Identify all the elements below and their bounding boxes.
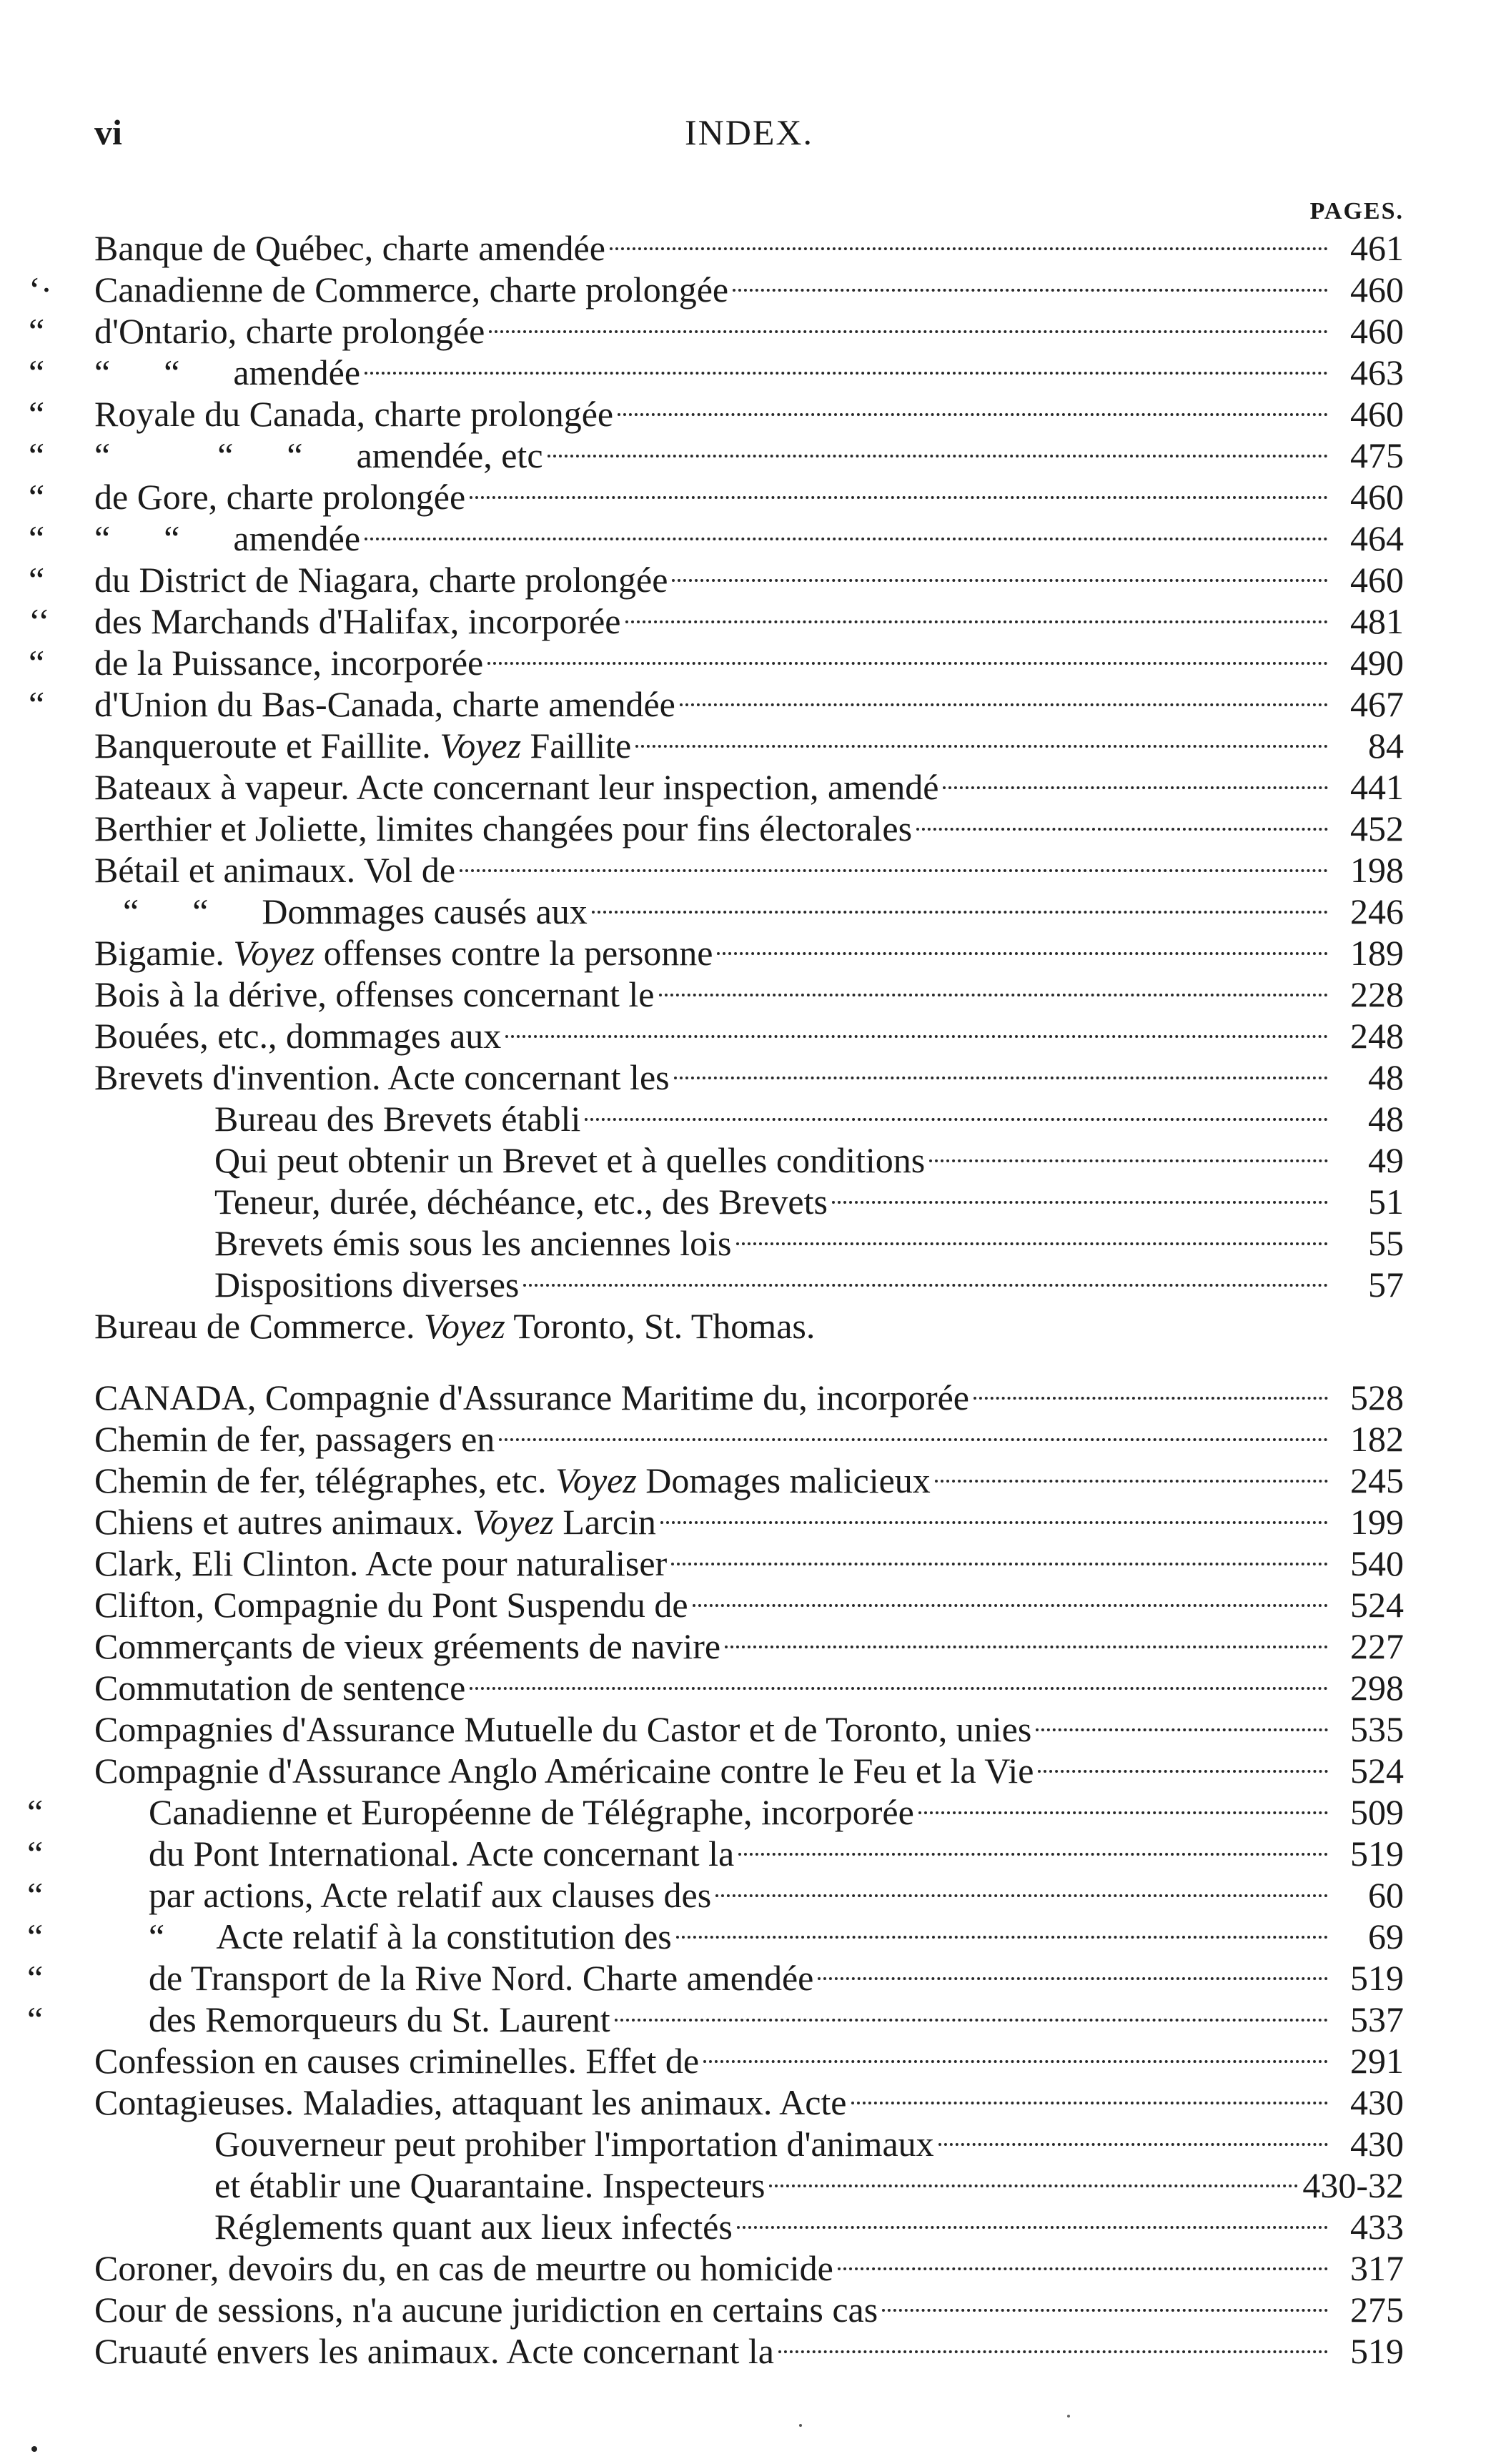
index-entry xyxy=(29,600,1404,642)
index-entry xyxy=(29,310,1404,352)
index-entry xyxy=(94,1584,1404,1626)
page-reference: 460 xyxy=(1350,269,1404,310)
dot-leader xyxy=(672,579,1328,582)
entry-text xyxy=(94,1305,815,1347)
page-number: vi xyxy=(94,112,122,152)
page-reference: 467 xyxy=(1350,684,1404,724)
index-entry xyxy=(94,1708,1404,1750)
dot-leader xyxy=(737,2226,1328,2229)
page-reference: 475 xyxy=(1350,435,1404,475)
dot-leader xyxy=(523,1284,1328,1287)
entry-heading: d'Ontario, charte prolongée xyxy=(94,311,485,351)
dot-leader xyxy=(585,1118,1328,1121)
entry-heading: Compagnie d'Assurance Anglo Américaine contre le Feu et la Vie xyxy=(94,1751,1034,1791)
entry-heading: du District de Niagara, charte prolongée xyxy=(94,560,668,600)
entry-heading: Bois à la dérive, offenses concernant le xyxy=(94,974,655,1014)
page-reference: 481 xyxy=(1350,601,1404,641)
index-entry xyxy=(94,2330,1404,2372)
index-entry xyxy=(94,1139,1404,1181)
entry-text xyxy=(29,600,621,642)
entry-text xyxy=(94,1501,656,1543)
entry-text xyxy=(29,683,675,725)
pages-column-label: PAGES. xyxy=(1309,198,1404,224)
index-entry xyxy=(94,2164,1404,2206)
cross-reference-target: Faillite xyxy=(521,726,632,766)
entry-text xyxy=(29,476,466,518)
dot-leader xyxy=(778,2350,1328,2353)
dot-leader xyxy=(693,1604,1328,1607)
entry-text xyxy=(94,1098,580,1139)
index-entry xyxy=(94,1305,1404,1347)
dot-leader xyxy=(832,1201,1328,1204)
page-reference: 298 xyxy=(1350,1668,1404,1708)
entry-text xyxy=(29,352,361,393)
cross-reference-voyez: Voyez xyxy=(440,726,522,766)
entry-text xyxy=(94,1377,969,1418)
ditto-mark: “ xyxy=(29,435,45,475)
entry-heading: des Marchands d'Halifax, incorporée xyxy=(94,601,621,641)
ditto-mark: “ xyxy=(29,518,45,558)
dot-leader xyxy=(838,2267,1328,2270)
entry-text xyxy=(94,1418,495,1460)
dot-leader xyxy=(882,2309,1328,2312)
ditto-mark: “ xyxy=(29,643,45,683)
page-reference: 49 xyxy=(1368,1140,1404,1180)
index-entry xyxy=(94,1501,1404,1543)
cross-reference-voyez: Voyez xyxy=(233,933,315,973)
page-reference: 317 xyxy=(1350,2248,1404,2288)
cross-reference-voyez: Voyez xyxy=(423,1306,505,1346)
entry-text xyxy=(27,1999,610,2040)
index-entry xyxy=(29,435,1404,476)
entry-heading: Confession en causes criminelles. Effet de xyxy=(94,2041,700,2081)
page-reference: 51 xyxy=(1368,1182,1404,1222)
entry-text xyxy=(94,1584,688,1626)
dot-leader xyxy=(736,1242,1329,1245)
index-entry xyxy=(94,1057,1404,1098)
entry-heading: Canadienne et Européenne de Télégraphe, incorporée xyxy=(149,1792,914,1832)
dot-leader xyxy=(660,1521,1328,1524)
dot-leader xyxy=(618,413,1328,416)
dot-leader xyxy=(499,1438,1328,1441)
page-reference: 433 xyxy=(1350,2207,1404,2247)
dot-leader xyxy=(659,994,1329,996)
ditto-mark: “ xyxy=(27,1916,44,1956)
page-reference: 460 xyxy=(1350,560,1404,600)
index-entry xyxy=(94,1543,1404,1584)
dot-leader xyxy=(974,1397,1328,1400)
page-reference: 246 xyxy=(1350,891,1404,931)
entry-text xyxy=(94,725,631,766)
entry-heading: Bigamie. xyxy=(94,933,234,973)
page-reference: 228 xyxy=(1350,974,1404,1014)
dot-leader xyxy=(592,911,1328,914)
index-entry xyxy=(94,1377,1404,1418)
entry-heading: Brevets d'invention. Acte concernant les xyxy=(94,1057,670,1097)
entry-heading: Commerçants de vieux gréements de navire xyxy=(94,1626,721,1666)
ditto-mark: ‘· xyxy=(29,269,53,310)
entry-text xyxy=(94,1626,720,1667)
ditto-mark: ‘‘ xyxy=(29,601,50,641)
page-reference: 540 xyxy=(1350,1543,1404,1583)
entry-heading: Contagieuses. Maladies, attaquant les animaux. Acte xyxy=(94,2082,847,2122)
entry-heading: et établir une Quarantaine. Inspecteurs xyxy=(214,2165,766,2205)
entry-text xyxy=(29,269,729,310)
entry-text xyxy=(27,1874,712,1916)
dot-leader xyxy=(725,1646,1328,1648)
page-reference: 189 xyxy=(1350,933,1404,973)
entry-heading: Bateaux à vapeur. Acte concernant leur inspection, amendé xyxy=(94,767,939,807)
entry-text xyxy=(94,1264,519,1305)
entry-text xyxy=(27,1916,672,1957)
dot-leader xyxy=(851,2102,1329,2104)
entry-text xyxy=(29,642,484,683)
index-entry xyxy=(94,849,1404,891)
dot-leader xyxy=(365,538,1328,540)
entry-heading: Bouées, etc., dommages aux xyxy=(94,1016,502,1056)
dot-leader xyxy=(738,1853,1328,1856)
entry-heading: Cruauté envers les animaux. Acte concernant la xyxy=(94,2331,775,2371)
index-entry xyxy=(94,1667,1404,1708)
entry-text xyxy=(94,1460,931,1501)
cross-reference-target: Toronto, St. Thomas. xyxy=(505,1306,816,1346)
ditto-mark: “ xyxy=(29,352,45,392)
entry-heading: “ “ “ amendée, etc xyxy=(94,435,543,475)
dot-leader xyxy=(715,1894,1328,1897)
entry-text xyxy=(94,1139,925,1181)
ditto-mark: “ xyxy=(29,394,45,434)
dot-leader xyxy=(938,2143,1328,2146)
index-entry xyxy=(94,766,1404,808)
index-entry xyxy=(94,1264,1404,1305)
entry-text xyxy=(94,808,912,849)
entry-heading: “ Acte relatif à la constitution des xyxy=(149,1916,672,1956)
index-entry xyxy=(94,1098,1404,1139)
entry-text xyxy=(94,1222,732,1264)
entry-heading: de Transport de la Rive Nord. Charte amendée xyxy=(149,1958,814,1998)
page-reference: 430 xyxy=(1350,2124,1404,2164)
page-reference: 430-32 xyxy=(1302,2165,1404,2205)
index-entry xyxy=(94,808,1404,849)
entry-heading: Chemin de fer, passagers en xyxy=(94,1419,495,1459)
dot-leader xyxy=(733,289,1328,292)
cross-reference-voyez: Voyez xyxy=(555,1460,637,1500)
page-reference: 182 xyxy=(1350,1419,1404,1459)
entry-heading: d'Union du Bas-Canada, charte amendée xyxy=(94,684,675,724)
index-entry xyxy=(27,1833,1404,1874)
index-entry xyxy=(94,974,1404,1015)
ditto-mark: “ xyxy=(27,1834,44,1874)
entry-text xyxy=(94,1750,1034,1791)
page-reference: 245 xyxy=(1350,1460,1404,1500)
entry-heading: des Remorqueurs du St. Laurent xyxy=(149,1999,610,2039)
ditto-mark: “ xyxy=(27,1958,44,1998)
entry-heading: Bétail et animaux. Vol de xyxy=(94,850,456,890)
entry-heading: Clark, Eli Clinton. Acte pour naturaliser xyxy=(94,1543,668,1583)
entry-heading: Dispositions diverses xyxy=(214,1265,520,1305)
dot-leader xyxy=(935,1480,1328,1483)
index-entries xyxy=(27,227,1404,2372)
entry-heading: CANADA, Compagnie d'Assurance Maritime du, incorporée xyxy=(94,1377,969,1417)
dot-leader xyxy=(769,2185,1298,2187)
page-reference: 48 xyxy=(1368,1057,1404,1097)
cross-reference-voyez: Voyez xyxy=(472,1502,554,1542)
dot-leader xyxy=(916,828,1328,831)
page-reference: 248 xyxy=(1350,1016,1404,1056)
index-entry xyxy=(94,1222,1404,1264)
page-reference: 430 xyxy=(1350,2082,1404,2122)
entry-text xyxy=(94,974,655,1015)
entry-heading: “ “ amendée xyxy=(94,352,361,392)
index-entry xyxy=(94,1181,1404,1222)
entry-text xyxy=(94,1057,670,1098)
index-entry xyxy=(27,1916,1404,1957)
entry-text xyxy=(94,1667,465,1708)
dot-leader xyxy=(548,455,1328,457)
dot-leader xyxy=(487,662,1328,665)
entry-heading: “ “ amendée xyxy=(94,518,361,558)
page-reference: 460 xyxy=(1350,394,1404,434)
entry-heading: Chemin de fer, télégraphes, etc. xyxy=(94,1460,555,1500)
index-entry xyxy=(27,1791,1404,1833)
entry-text xyxy=(94,2206,733,2247)
entry-text xyxy=(94,2330,774,2372)
entry-text xyxy=(94,1015,501,1057)
page-reference: 69 xyxy=(1368,1916,1404,1956)
index-entry xyxy=(94,1460,1404,1501)
entry-text xyxy=(94,2247,833,2289)
index-entry xyxy=(27,1957,1404,1999)
page-reference: 464 xyxy=(1350,518,1404,558)
page-reference: 199 xyxy=(1350,1502,1404,1542)
dot-leader xyxy=(717,952,1328,955)
index-entry xyxy=(29,352,1404,393)
index-entry xyxy=(94,1015,1404,1057)
index-entry xyxy=(29,642,1404,683)
page-reference: 291 xyxy=(1350,2041,1404,2081)
index-entry xyxy=(29,269,1404,310)
entry-heading: Qui peut obtenir un Brevet et à quelles conditions xyxy=(214,1140,926,1180)
dot-leader xyxy=(943,786,1328,789)
entry-text xyxy=(94,1181,828,1222)
entry-text xyxy=(94,932,713,974)
dot-leader xyxy=(489,330,1328,333)
page-reference: 84 xyxy=(1368,726,1404,766)
page-title: INDEX. xyxy=(684,112,814,152)
index-entry xyxy=(94,725,1404,766)
dot-leader xyxy=(470,496,1328,499)
dot-leader xyxy=(635,745,1328,748)
entry-heading: Chiens et autres animaux. xyxy=(94,1502,473,1542)
entry-text xyxy=(94,2040,699,2082)
ditto-mark: “ xyxy=(29,477,45,517)
index-entry xyxy=(94,932,1404,974)
ditto-mark: “ xyxy=(29,311,45,351)
page-reference: 519 xyxy=(1350,1834,1404,1874)
entry-heading: Brevets émis sous les anciennes lois xyxy=(214,1223,732,1263)
entry-text xyxy=(94,766,938,808)
entry-heading: Cour de sessions, n'a aucune juridiction en certains cas xyxy=(94,2290,878,2330)
dot-leader xyxy=(610,247,1328,250)
page-reference: 452 xyxy=(1350,808,1404,848)
dot-leader xyxy=(365,372,1328,375)
ditto-mark: “ xyxy=(27,1875,44,1915)
dot-leader xyxy=(625,620,1329,623)
index-entry xyxy=(29,476,1404,518)
entry-heading: Canadienne de Commerce, charte prolongée xyxy=(94,269,729,310)
index-entry xyxy=(94,1418,1404,1460)
page-reference: 275 xyxy=(1350,2290,1404,2330)
entry-text xyxy=(94,2082,847,2123)
index-entry xyxy=(27,1874,1404,1916)
entry-text xyxy=(27,1957,814,1999)
page-reference: 535 xyxy=(1350,1709,1404,1749)
dot-leader xyxy=(918,1811,1328,1814)
entry-heading: de la Puissance, incorporée xyxy=(94,643,484,683)
page-reference: 537 xyxy=(1350,1999,1404,2039)
index-entry xyxy=(94,1750,1404,1791)
entry-text xyxy=(29,518,361,559)
page-reference: 57 xyxy=(1368,1265,1404,1305)
entry-heading: Teneur, durée, déchéance, etc., des Brevets xyxy=(214,1182,828,1222)
page-reference: 509 xyxy=(1350,1792,1404,1832)
dot-leader xyxy=(615,2019,1328,2022)
dot-leader xyxy=(818,1977,1328,1980)
dot-leader xyxy=(460,869,1328,872)
index-entry xyxy=(29,518,1404,559)
entry-text xyxy=(94,891,588,932)
dot-leader xyxy=(680,703,1328,706)
ditto-mark: “ xyxy=(29,560,45,600)
entry-heading: Coroner, devoirs du, en cas de meurtre ou homicide xyxy=(94,2248,833,2288)
page-reference: 524 xyxy=(1350,1585,1404,1625)
page-reference: 460 xyxy=(1350,311,1404,351)
entry-heading: de Gore, charte prolongée xyxy=(94,477,466,517)
entry-heading: du Pont International. Acte concernant la xyxy=(149,1834,735,1874)
entry-text xyxy=(94,227,605,269)
ditto-mark: “ xyxy=(27,1792,44,1832)
entry-heading: Bureau des Brevets établi xyxy=(214,1099,581,1139)
entry-text xyxy=(27,1791,914,1833)
entry-text xyxy=(29,435,543,476)
dot-leader xyxy=(703,2060,1328,2063)
entry-text xyxy=(94,849,455,891)
index-entry xyxy=(94,2289,1404,2330)
entry-text xyxy=(94,1708,1031,1750)
page-reference: 48 xyxy=(1368,1099,1404,1139)
page-reference: 519 xyxy=(1350,2331,1404,2371)
entry-heading: Berthier et Joliette, limites changées pour fins électorales xyxy=(94,808,913,848)
entry-text xyxy=(94,1543,667,1584)
entry-text xyxy=(94,2289,878,2330)
page-reference: 460 xyxy=(1350,477,1404,517)
dot-leader xyxy=(671,1563,1328,1565)
entry-text xyxy=(29,559,668,600)
ditto-mark: “ xyxy=(27,1999,44,2039)
page-reference: 198 xyxy=(1350,850,1404,890)
entry-heading: Gouverneur peut prohiber l'importation d'animaux xyxy=(214,2124,934,2164)
dot-leader xyxy=(676,1936,1328,1939)
entry-heading: Royale du Canada, charte prolongée xyxy=(94,394,614,434)
page-reference: 519 xyxy=(1350,1958,1404,1998)
entry-heading: “ “ Dommages causés aux xyxy=(123,891,588,931)
dot-leader xyxy=(505,1035,1328,1038)
dot-leader xyxy=(674,1077,1328,1079)
entry-heading: Bureau de Commerce. xyxy=(94,1306,424,1346)
page-reference: 227 xyxy=(1350,1626,1404,1666)
entry-heading: Clifton, Compagnie du Pont Suspendu de xyxy=(94,1585,688,1625)
page-reference: 490 xyxy=(1350,643,1404,683)
page-reference: 60 xyxy=(1368,1875,1404,1915)
index-entry xyxy=(94,1626,1404,1667)
index-entry xyxy=(94,2082,1404,2123)
entry-heading: Compagnies d'Assurance Mutuelle du Castor et de Toronto, unies xyxy=(94,1709,1032,1749)
index-entry xyxy=(94,227,1404,269)
index-entry xyxy=(94,2247,1404,2289)
index-entry xyxy=(94,2123,1404,2164)
index-entry xyxy=(94,891,1404,932)
index-entry xyxy=(94,2040,1404,2082)
running-head xyxy=(94,107,1404,157)
ditto-mark: “ xyxy=(29,684,45,724)
page-reference: 55 xyxy=(1368,1223,1404,1263)
entry-text xyxy=(29,310,485,352)
entry-heading: Banque de Québec, charte amendée xyxy=(94,228,605,268)
index-entry xyxy=(29,393,1404,435)
entry-text xyxy=(94,2164,765,2206)
dot-leader xyxy=(929,1159,1328,1162)
entry-heading: Commutation de sentence xyxy=(94,1668,466,1708)
index-entry xyxy=(94,2206,1404,2247)
page-reference: 524 xyxy=(1350,1751,1404,1791)
cross-reference-target: offenses contre la personne xyxy=(314,933,713,973)
dot-leader xyxy=(1036,1728,1328,1731)
page-reference: 461 xyxy=(1350,228,1404,268)
entry-text xyxy=(27,1833,735,1874)
dot-leader xyxy=(1038,1770,1328,1773)
page-reference: 441 xyxy=(1350,767,1404,807)
entry-text xyxy=(94,2123,934,2164)
entry-heading: Réglements quant aux lieux infectés xyxy=(214,2207,733,2247)
cross-reference-target: Domages malicieux xyxy=(636,1460,931,1500)
index-entry xyxy=(27,1999,1404,2040)
entry-heading: par actions, Acte relatif aux clauses des xyxy=(149,1875,712,1915)
page-reference: 463 xyxy=(1350,352,1404,392)
entry-heading: Banqueroute et Faillite. xyxy=(94,726,440,766)
page-reference: 528 xyxy=(1350,1377,1404,1417)
index-entry xyxy=(29,683,1404,725)
cross-reference-target: Larcin xyxy=(553,1502,656,1542)
entry-text xyxy=(29,393,614,435)
index-entry xyxy=(29,559,1404,600)
dot-leader xyxy=(470,1687,1328,1690)
